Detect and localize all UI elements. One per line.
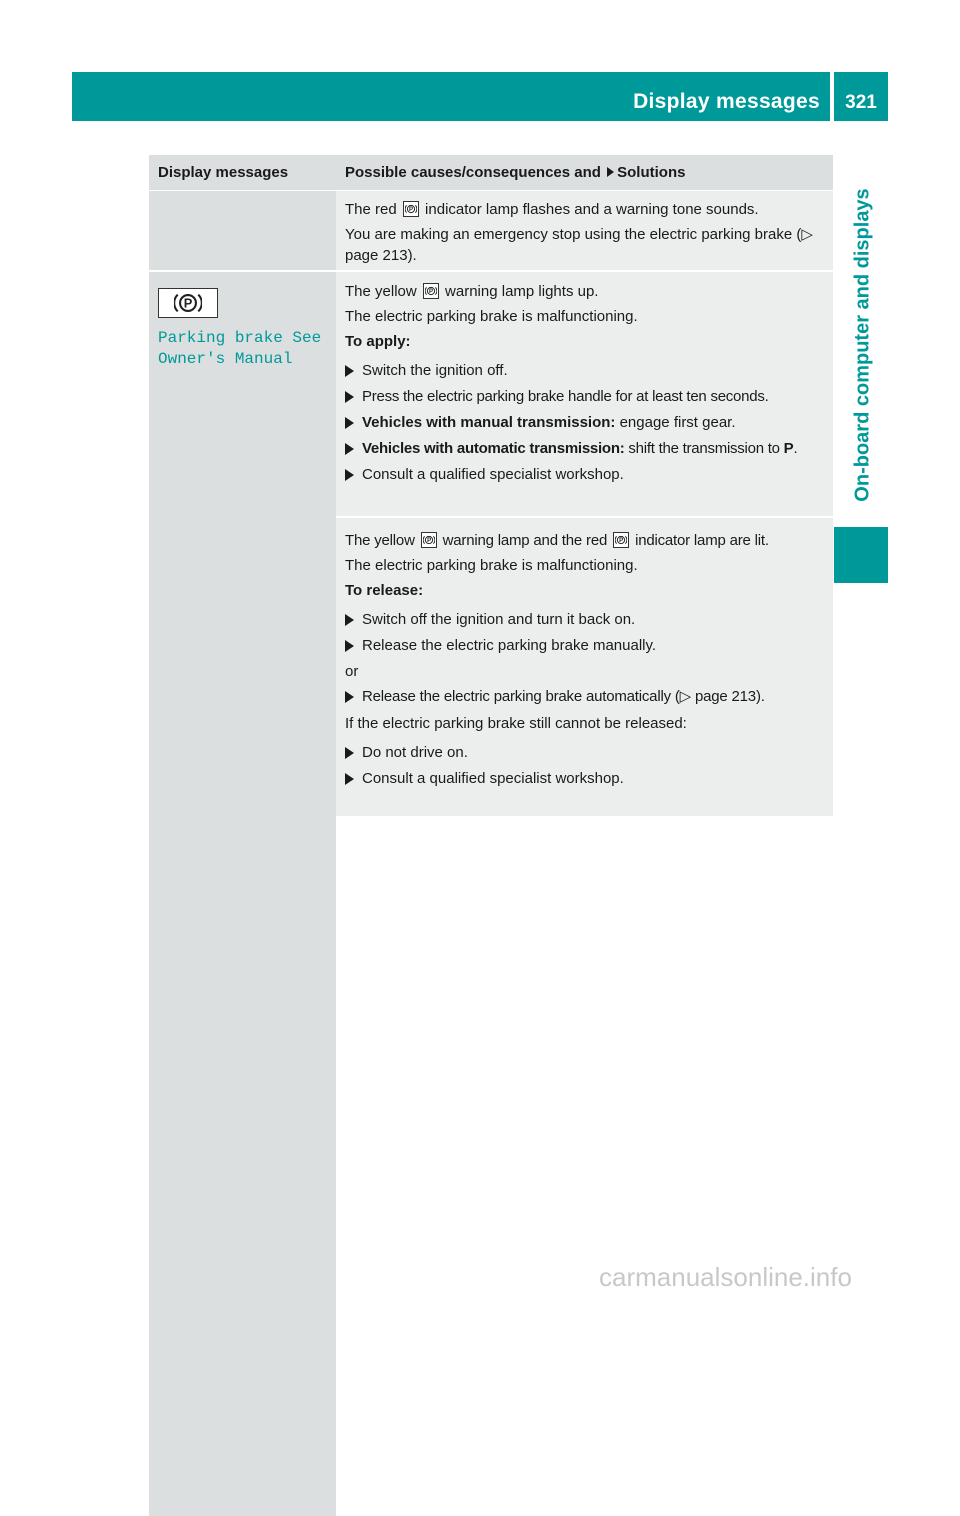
col-header-display-messages: Display messages	[158, 164, 289, 181]
display-text-line1: Parking brake See	[158, 329, 322, 347]
svg-text:P: P	[408, 207, 413, 214]
display-cell	[149, 191, 336, 270]
step-text: Consult a qualified specialist workshop.	[362, 466, 624, 483]
step-arrow-icon	[345, 640, 354, 652]
row2-paragraph2: The electric parking brake is malfunctioning.	[345, 308, 638, 325]
page-reference-link[interactable]: page 213).	[345, 247, 417, 264]
step-arrow-icon	[345, 773, 354, 785]
svg-text:P: P	[619, 538, 623, 545]
page-ref-arrow-icon: ▷	[679, 688, 695, 705]
step-text: Switch the ignition off.	[362, 362, 508, 379]
step-item: Vehicles with automatic transmission: shift the transmission to P.	[345, 438, 826, 459]
row3-paragraph3: If the electric parking brake still cannot be released:	[345, 715, 687, 732]
parking-brake-icon	[613, 532, 629, 548]
page-number-box	[834, 72, 888, 121]
step-text: shift the transmission to	[628, 440, 780, 457]
svg-text:P: P	[428, 289, 433, 296]
page-title: Display messages	[633, 90, 820, 113]
gear-p: P	[783, 440, 794, 457]
step-arrow-icon	[345, 614, 354, 626]
text: warning lamp lights up.	[445, 283, 599, 300]
parking-brake-icon	[421, 532, 437, 548]
text: You are making an emergency stop using the electric parking brake (	[345, 226, 802, 243]
text: The red	[345, 201, 397, 218]
step-arrow-icon	[345, 417, 354, 429]
page-ref-arrow-icon: ▷	[801, 226, 813, 243]
text: indicator lamp flashes and a warning tone sounds.	[425, 201, 759, 218]
solution-cell	[336, 518, 833, 816]
step-text: Do not drive on.	[362, 744, 468, 761]
chapter-tab-label: On-board computer and displays	[851, 188, 874, 502]
step-arrow-icon	[345, 469, 354, 481]
svg-text:P: P	[183, 295, 193, 311]
chapter-tab-marker	[834, 527, 888, 583]
text: The yellow	[345, 532, 415, 549]
step-text: Press the electric parking brake handle for at least ten seconds.	[362, 388, 769, 405]
step-text: Switch off the ignition and turn it back on.	[362, 611, 636, 628]
step-arrow-icon	[345, 691, 354, 703]
or-text: or	[345, 663, 359, 680]
step-item	[345, 360, 826, 381]
text: The yellow	[345, 283, 417, 300]
step-text-bold: Vehicles with automatic transmission:	[362, 440, 625, 457]
text: warning lamp and the red	[442, 532, 608, 549]
display-cell	[149, 518, 336, 816]
header-bar	[72, 72, 830, 121]
step-text: engage first gear.	[619, 414, 736, 431]
step-text-bold: Vehicles with manual transmission:	[362, 414, 616, 431]
display-text-line2: Owner's Manual	[158, 350, 293, 368]
step-item	[345, 386, 826, 407]
display-cell	[149, 272, 336, 1516]
row3-paragraph1	[345, 530, 826, 551]
table-row	[149, 516, 833, 816]
solution-cell	[336, 272, 833, 516]
arrow-right-icon	[607, 167, 614, 177]
solution-cell	[336, 191, 833, 270]
step-text: Release the electric parking brake manually.	[362, 637, 657, 654]
row2-paragraph1	[345, 281, 826, 302]
step-item	[345, 464, 826, 485]
step-item	[345, 412, 826, 433]
display-messages-table	[149, 155, 833, 816]
step-item	[345, 742, 826, 763]
step-text: Release the electric parking brake automatically (	[362, 688, 680, 705]
step-item	[345, 635, 826, 656]
step-arrow-icon	[345, 443, 354, 455]
to-release-label: To release:	[345, 582, 424, 599]
row3-paragraph2: The electric parking brake is malfunctioning.	[345, 557, 638, 574]
step-item	[345, 686, 826, 707]
page-number: 321	[845, 92, 877, 113]
display-message-text	[158, 328, 327, 370]
col-header-causes	[336, 155, 833, 190]
parking-brake-icon	[403, 201, 419, 217]
svg-text:P: P	[426, 538, 431, 545]
text: indicator lamp are lit.	[635, 532, 769, 549]
table-header	[149, 155, 833, 191]
step-text: Consult a qualified specialist workshop.	[362, 770, 624, 787]
row1-paragraph1	[345, 199, 826, 220]
parking-brake-display-icon	[158, 288, 218, 318]
step-item	[345, 609, 826, 630]
table-row	[149, 270, 833, 516]
step-arrow-icon	[345, 747, 354, 759]
table-row	[149, 191, 833, 270]
page-reference-link[interactable]: page 213).	[694, 688, 765, 705]
step-arrow-icon	[345, 391, 354, 403]
row1-paragraph2	[345, 224, 826, 266]
watermark: carmanualsonline.info	[599, 1262, 852, 1292]
parking-brake-icon	[423, 283, 439, 299]
step-arrow-icon	[345, 365, 354, 377]
step-item	[345, 768, 826, 789]
col-header-causes-text: Possible causes/consequences and	[345, 164, 601, 181]
col-header-solutions-text: Solutions	[617, 164, 686, 181]
to-apply-label: To apply:	[345, 333, 411, 350]
